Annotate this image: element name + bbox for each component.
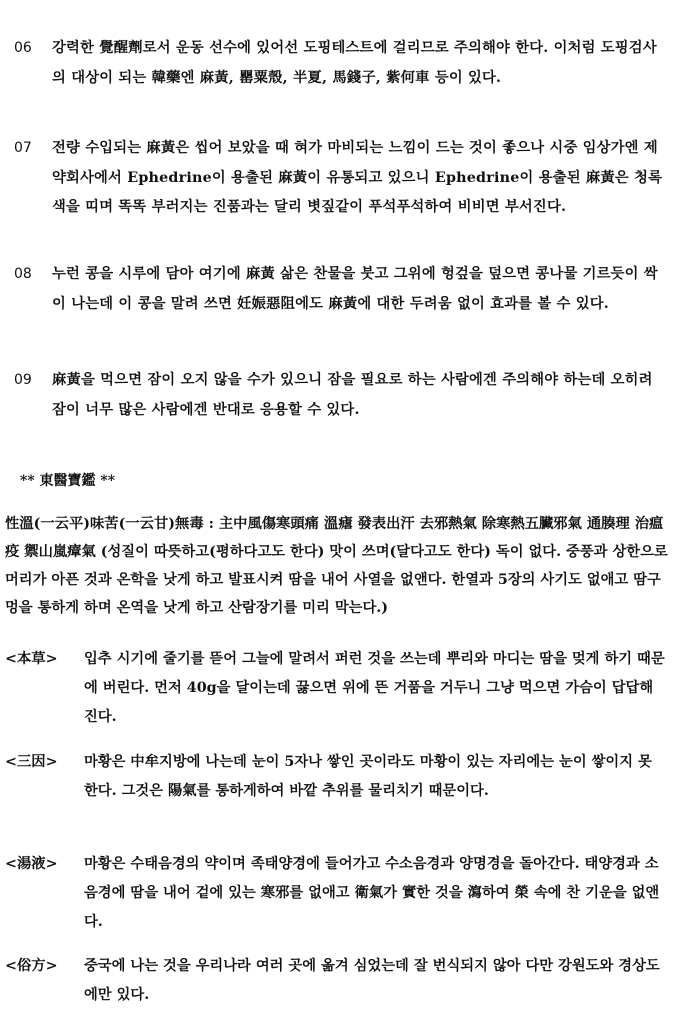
item-number: 07 (14, 140, 32, 156)
reference-text: 마황은 수태음경의 약이며 족태양경에 들어가고 수소음경과 양명경을 돌아간다. 태양경과 소음경에 땀을 내어 겉에 있는 寒邪를 없애고 衛氣가 實한 것을 瀉하여 榮 속에 찬 기운을 없앤다. (84, 856, 660, 930)
reference-label: <本草> (5, 651, 58, 667)
reference-entry (5, 748, 665, 806)
item-number: 06 (14, 40, 32, 56)
reference-text: 마황은 中牟지방에 나는데 눈이 5자나 쌓인 곳이라도 마황이 있는 자리에는 눈이 쌓이지 못한다. 그것은 陽氣를 통하게하여 바깥 추위를 물리치기 때문이다. (84, 754, 652, 799)
reference-label: <俗方> (5, 958, 58, 974)
item-text: 누런 콩을 시루에 담아 여기에 麻黃 삶은 찬물을 붓고 그위에 헝겊을 덮으면 콩나물 기르듯이 싹이 나는데 이 콩을 말려 쓰면 妊娠惡阻에도 麻黃에 대한 두려움 없이 효과를 볼 수 있다. (52, 266, 658, 312)
item-text: 전량 수입되는 麻黃은 씹어 보았을 때 혀가 마비되는 느낌이 드는 것이 좋으나 시중 임상가엔 제약회사에서 Ephedrine이 용출된 麻黃이 유통되고 있으니 Ephedrine이 용출된 麻黃은 청록색을 띠며 똑똑 부러지는 진품과는 달리 볏짚같이 푸석푸석하여 비비면 부서진다. (52, 140, 663, 215)
list-item (14, 366, 664, 425)
main-paragraph: 性溫(一云平)味苦(一云甘)無毒 : 主中風傷寒頭痛 溫瘧 發表出汗 去邪熱氣 除寒熱五臟邪氣 通腠理 治瘟疫 禦山嵐瘴氣 (성질이 따뜻하고(평하다고도 한다) 맛이 쓰며(달다고도 한다) 독이 없다. 중풍과 상한으로 머리가 아픈 것과 온학을 낫게 하고 발표시켜 땀을 내어 사열을 없앤다. 한열과 5장의 사기도 없애고 땀구멍을 통하게 하며 온역을 낫게 하고 산람장기를 미리 막는다.) (5, 516, 668, 616)
item-number: 08 (14, 266, 32, 282)
item-text: 강력한 覺醒劑로서 운동 선수에 있어선 도핑테스트에 걸리므로 주의해야 한다. 이처럼 도핑검사의 대상이 되는 韓藥엔 麻黃, 罌粟殼, 半夏, 馬錢子, 紫何車 등이 있다. (52, 40, 657, 86)
list-item (14, 134, 664, 223)
reference-text: 입추 시기에 줄기를 뜯어 그늘에 말려서 퍼런 것을 쓰는데 뿌리와 마디는 땀을 멎게 하기 때문에 버린다. 먼저 40g을 달이는데 끓으면 위에 뜬 거품을 거두니 그냥 먹으면 가슴이 답답해진다. (84, 651, 665, 725)
item-text: 麻黃을 먹으면 잠이 오지 않을 수가 있으니 잠을 필요로 하는 사람에겐 주의해야 하는데 오히려 잠이 너무 많은 사람에겐 반대로 응용할 수 있다. (52, 372, 653, 418)
item-number: 09 (14, 372, 32, 388)
reference-entry (5, 952, 665, 1010)
reference-entry (5, 850, 665, 937)
list-item (14, 34, 664, 93)
reference-label: <三因> (5, 754, 58, 770)
section-heading: ** 東醫寶鑑 ** (20, 473, 116, 489)
reference-entry (5, 645, 665, 732)
list-item (14, 260, 664, 319)
reference-text: 중국에 나는 것을 우리나라 여러 곳에 옮겨 심었는데 잘 번식되지 않아 다만 강원도와 경상도에만 있다. (84, 958, 660, 1003)
reference-label: <湯液> (5, 856, 58, 872)
